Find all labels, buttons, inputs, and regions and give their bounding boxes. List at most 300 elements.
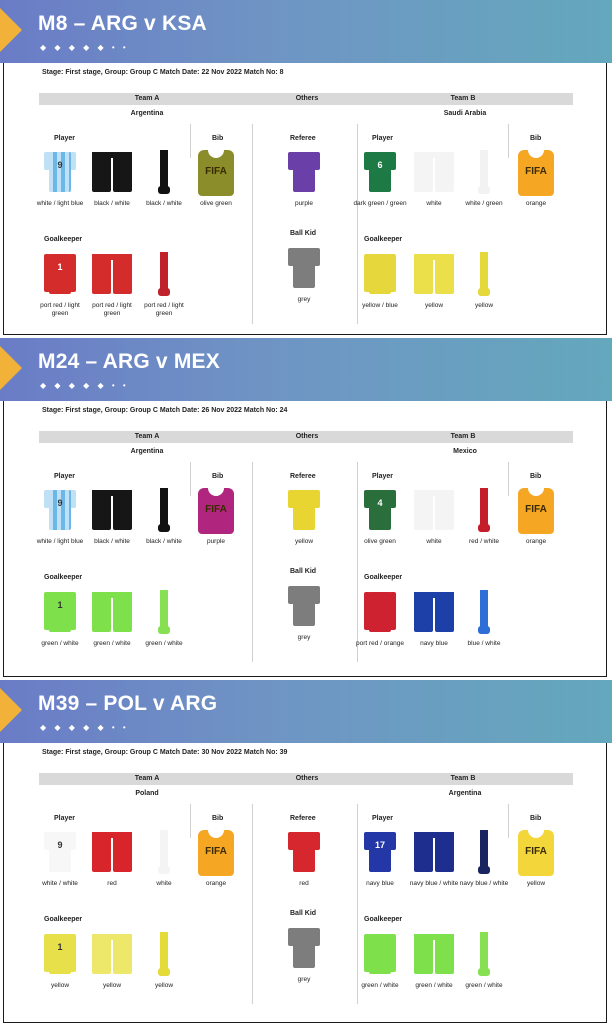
bib-neckline bbox=[528, 486, 544, 496]
team-b-goalkeeper-socks-image bbox=[456, 250, 512, 298]
shirt-body bbox=[293, 152, 315, 192]
referee-label: Referee bbox=[290, 135, 316, 142]
shorts-icon bbox=[414, 152, 454, 192]
sock-icon bbox=[158, 150, 170, 194]
match-meta: Stage: First stage, Group: Group C Match Date: 22 Nov 2022 Match No: 8 bbox=[42, 69, 284, 76]
shirt-number: 17 bbox=[374, 840, 385, 850]
team-b-player-socks-caption: white / green bbox=[465, 200, 503, 207]
team-a-player-label: Player bbox=[54, 473, 76, 480]
goalkeeper-shirt-icon bbox=[44, 252, 76, 296]
team-a-goalkeeper-socks-image bbox=[136, 250, 192, 298]
referee-shirt-icon bbox=[288, 150, 320, 194]
shirt-body bbox=[293, 832, 315, 872]
shorts-leg-right bbox=[435, 494, 454, 530]
team-b-goalkeeper-socks-caption: yellow bbox=[474, 302, 494, 309]
team-b-goalkeeper-shorts-image bbox=[406, 930, 462, 978]
shirt-body bbox=[369, 592, 391, 632]
shorts-leg-left bbox=[414, 938, 433, 974]
team-a-bib-label: Bib bbox=[212, 473, 224, 480]
team-a-goalkeeper-socks bbox=[136, 930, 192, 989]
shirt-number: 9 bbox=[57, 160, 63, 170]
ball-kid-shirt-icon bbox=[288, 926, 320, 970]
team-a-goalkeeper-label: Goalkeeper bbox=[44, 574, 83, 581]
team-a-player-shirt-image bbox=[32, 828, 88, 876]
bib-neckline bbox=[208, 148, 224, 158]
bib-neckline bbox=[528, 828, 544, 838]
team-b-player-label: Player bbox=[372, 815, 394, 822]
team-b-goalkeeper-socks-caption: green / white bbox=[465, 982, 503, 989]
bib-logo: FIFA bbox=[205, 504, 227, 515]
shorts-leg-left bbox=[414, 836, 433, 872]
team-b-player-shorts bbox=[406, 486, 462, 545]
shirt-number: 6 bbox=[377, 160, 383, 170]
team-b-bib bbox=[508, 148, 564, 207]
referee-kit bbox=[276, 148, 332, 207]
sock-foot bbox=[478, 524, 490, 532]
team-b-player-socks bbox=[456, 148, 512, 207]
chevron-icon bbox=[0, 688, 22, 732]
team-a-player-shorts-image bbox=[84, 486, 140, 534]
team-b-player-shorts-caption: navy blue / white bbox=[409, 880, 459, 887]
goalkeeper-shorts-icon bbox=[92, 592, 132, 632]
match-title: M24 – ARG v MEX bbox=[38, 350, 220, 373]
referee-kit-caption: purple bbox=[294, 200, 314, 207]
team-a-player-shorts bbox=[84, 486, 140, 545]
shorts-leg-left bbox=[414, 494, 433, 530]
team-a-goalkeeper-shirt-caption: green / white bbox=[41, 640, 79, 647]
team-b-player-shirt-caption: navy blue bbox=[366, 880, 394, 887]
team-b-goalkeeper-socks bbox=[456, 930, 512, 989]
sock-leg bbox=[480, 264, 488, 290]
team-b-goalkeeper-shorts-image bbox=[406, 250, 462, 298]
team-a-goalkeeper-shorts bbox=[84, 930, 140, 989]
team-b-goalkeeper-shirt-image bbox=[352, 250, 408, 298]
referee-label: Referee bbox=[290, 815, 316, 822]
chevron-icon bbox=[0, 8, 22, 52]
shirt-number: 9 bbox=[57, 840, 63, 850]
team-b-goalkeeper-shorts bbox=[406, 930, 462, 989]
ball-kid-kit-caption: grey bbox=[297, 976, 311, 983]
sock-icon bbox=[158, 488, 170, 532]
team-a-goalkeeper-shirt bbox=[32, 588, 88, 647]
team-a-goalkeeper-shorts-image bbox=[84, 250, 140, 298]
team-b-bib-caption: orange bbox=[525, 200, 547, 207]
team-header-bar bbox=[39, 431, 573, 443]
team-a-bib-image bbox=[188, 828, 244, 876]
goalkeeper-sock-icon bbox=[478, 252, 490, 296]
shorts-leg-left bbox=[92, 494, 111, 530]
shorts-leg-left bbox=[414, 156, 433, 192]
ball-kid-kit bbox=[276, 582, 332, 641]
team-a-bib bbox=[188, 486, 244, 545]
team-b-bib-label: Bib bbox=[530, 815, 542, 822]
goalkeeper-sock-icon bbox=[158, 590, 170, 634]
bib-logo: FIFA bbox=[205, 846, 227, 857]
goalkeeper-shorts-icon bbox=[92, 254, 132, 294]
match-title: M39 – POL v ARG bbox=[38, 692, 218, 715]
team-a-player-shirt-caption: white / white bbox=[42, 880, 78, 887]
column-divider bbox=[252, 124, 253, 324]
team-b-player-shorts-caption: white bbox=[426, 200, 442, 207]
referee-kit-image bbox=[276, 148, 332, 196]
sock-leg bbox=[160, 602, 168, 628]
referee-shirt-icon bbox=[288, 488, 320, 532]
sock-leg bbox=[480, 602, 488, 628]
team-b-bib-image bbox=[508, 828, 564, 876]
shirt-number: 1 bbox=[57, 262, 63, 272]
diamond-dots-icon: ◆ ◆ ◆ ◆ ◆ • • bbox=[40, 723, 129, 732]
shirt-body bbox=[293, 586, 315, 626]
bib-neckline bbox=[208, 486, 224, 496]
team-a-goalkeeper-socks-caption: yellow bbox=[154, 982, 174, 989]
ball-kid-kit-caption: grey bbox=[297, 296, 311, 303]
team-a-player-socks bbox=[136, 486, 192, 545]
team-a-player-label: Player bbox=[54, 815, 76, 822]
team-a-bib bbox=[188, 828, 244, 887]
team-b-player-shorts bbox=[406, 148, 462, 207]
team-a-player-socks-image bbox=[136, 486, 192, 534]
team-a-player-socks-caption: black / white bbox=[146, 200, 182, 207]
ball-kid-kit bbox=[276, 244, 332, 303]
sock-leg bbox=[160, 842, 168, 868]
team-a-goalkeeper-socks-image bbox=[136, 930, 192, 978]
team-a-goalkeeper-socks-caption: green / white bbox=[145, 640, 183, 647]
shorts-leg-left bbox=[92, 156, 111, 192]
team-b-player-shorts bbox=[406, 828, 462, 887]
shirt-body bbox=[293, 928, 315, 968]
column-divider bbox=[252, 804, 253, 1004]
team-b-goalkeeper-socks-image bbox=[456, 930, 512, 978]
shirt-number: 1 bbox=[57, 600, 63, 610]
shirt-number: 4 bbox=[377, 498, 383, 508]
team-a-player-shorts-caption: black / white bbox=[94, 538, 130, 545]
shorts-icon bbox=[414, 490, 454, 530]
team-b-goalkeeper-shirt bbox=[352, 250, 408, 309]
goalkeeper-shirt-icon bbox=[44, 932, 76, 976]
shorts-icon bbox=[92, 832, 132, 872]
sock-foot bbox=[478, 288, 490, 296]
shirt-body bbox=[293, 248, 315, 288]
shorts-icon bbox=[414, 832, 454, 872]
team-a-player-socks-caption: white bbox=[156, 880, 172, 887]
team-a-goalkeeper-shorts-caption: port red / light green bbox=[92, 302, 132, 317]
team-a-name: Argentina bbox=[130, 110, 164, 117]
goalkeeper-shorts-icon bbox=[92, 934, 132, 974]
team-b-player-label: Player bbox=[372, 473, 394, 480]
team-a-goalkeeper-shorts-image bbox=[84, 930, 140, 978]
team-a-player-shirt-image bbox=[32, 148, 88, 196]
bib-icon bbox=[518, 150, 554, 196]
team-a-player-shorts bbox=[84, 828, 140, 887]
shirt-body bbox=[49, 490, 71, 530]
team-b-player-label: Player bbox=[372, 135, 394, 142]
shirt-body bbox=[369, 152, 391, 192]
goalkeeper-shirt-icon bbox=[364, 252, 396, 296]
shorts-leg-right bbox=[435, 836, 454, 872]
team-b-name: Mexico bbox=[453, 448, 477, 455]
team-b-player-shirt-caption: dark green / green bbox=[353, 200, 407, 207]
sock-foot bbox=[158, 186, 170, 194]
shirt-body bbox=[49, 934, 71, 974]
shorts-leg-right bbox=[113, 836, 132, 872]
team-b-bib-image bbox=[508, 486, 564, 534]
team-a-goalkeeper-shorts bbox=[84, 588, 140, 647]
match-meta: Stage: First stage, Group: Group C Match Date: 30 Nov 2022 Match No: 39 bbox=[42, 749, 288, 756]
sock-icon bbox=[478, 488, 490, 532]
team-a-goalkeeper-shirt-image bbox=[32, 588, 88, 636]
team-b-name: Saudi Arabia bbox=[443, 110, 487, 117]
team-b-goalkeeper-shirt bbox=[352, 588, 408, 647]
referee-kit-image bbox=[276, 486, 332, 534]
shorts-leg-right bbox=[435, 156, 454, 192]
bib-icon bbox=[518, 488, 554, 534]
team-a-player-shirt-caption: white / light blue bbox=[36, 200, 84, 207]
team-a-goalkeeper-shirt-image bbox=[32, 930, 88, 978]
team-a-goalkeeper-socks-image bbox=[136, 588, 192, 636]
goalkeeper-shorts-icon bbox=[414, 592, 454, 632]
shirt-body bbox=[369, 832, 391, 872]
shirt-icon bbox=[44, 150, 76, 194]
shirt-icon bbox=[44, 488, 76, 532]
bib-logo: FIFA bbox=[205, 166, 227, 177]
referee-kit-caption: yellow bbox=[294, 538, 314, 545]
ball-kid-label: Ball Kid bbox=[290, 230, 317, 237]
sock-foot bbox=[478, 626, 490, 634]
shorts-leg-left bbox=[414, 596, 433, 632]
team-b-player-shirt bbox=[352, 828, 408, 887]
goalkeeper-shirt-icon bbox=[364, 932, 396, 976]
ball-kid-kit-image bbox=[276, 244, 332, 292]
team-b-player-shorts-image bbox=[406, 486, 462, 534]
team-b-goalkeeper-socks bbox=[456, 588, 512, 647]
team-a-goalkeeper-label: Goalkeeper bbox=[44, 916, 83, 923]
team-b-player-shirt-image bbox=[352, 148, 408, 196]
diamond-dots-icon: ◆ ◆ ◆ ◆ ◆ • • bbox=[40, 381, 129, 390]
team-header-bar bbox=[39, 93, 573, 105]
ball-kid-shirt-icon bbox=[288, 584, 320, 628]
team-b-player-socks bbox=[456, 828, 512, 887]
team-a-bib-caption: olive green bbox=[200, 200, 232, 207]
goalkeeper-shorts-icon bbox=[414, 934, 454, 974]
referee-kit bbox=[276, 486, 332, 545]
others-header: Others bbox=[295, 433, 319, 440]
bib-icon bbox=[198, 150, 234, 196]
team-b-goalkeeper-shirt bbox=[352, 930, 408, 989]
shirt-body bbox=[369, 934, 391, 974]
shorts-leg-right bbox=[113, 938, 132, 974]
team-b-bib bbox=[508, 486, 564, 545]
match-title: M8 – ARG v KSA bbox=[38, 12, 207, 35]
referee-kit bbox=[276, 828, 332, 887]
referee-kit-image bbox=[276, 828, 332, 876]
team-b-bib-label: Bib bbox=[530, 473, 542, 480]
match-header bbox=[0, 680, 612, 743]
team-a-bib-caption: purple bbox=[206, 538, 226, 545]
shirt-body bbox=[369, 254, 391, 294]
team-a-player-socks bbox=[136, 828, 192, 887]
sock-leg bbox=[160, 500, 168, 526]
match-panel bbox=[0, 0, 612, 336]
ball-kid-kit-image bbox=[276, 924, 332, 972]
sock-foot bbox=[158, 524, 170, 532]
shorts-icon bbox=[92, 152, 132, 192]
referee-shirt-icon bbox=[288, 830, 320, 874]
team-b-goalkeeper-socks-caption: blue / white bbox=[467, 640, 501, 647]
team-a-player-socks-caption: black / white bbox=[146, 538, 182, 545]
sock-foot bbox=[478, 866, 490, 874]
team-b-player-socks bbox=[456, 486, 512, 545]
shorts-leg-left bbox=[92, 258, 111, 294]
team-b-bib-image bbox=[508, 148, 564, 196]
team-b-player-shirt-image bbox=[352, 486, 408, 534]
match-meta: Stage: First stage, Group: Group C Match Date: 26 Nov 2022 Match No: 24 bbox=[42, 407, 288, 414]
ball-kid-kit bbox=[276, 924, 332, 983]
shorts-leg-left bbox=[92, 836, 111, 872]
shirt-body bbox=[369, 490, 391, 530]
team-b-goalkeeper-shirt-caption: port red / orange bbox=[355, 640, 405, 647]
team-b-header: Team B bbox=[450, 775, 476, 782]
team-a-player-shorts-image bbox=[84, 148, 140, 196]
team-a-goalkeeper-shirt bbox=[32, 930, 88, 989]
goalkeeper-shirt-icon bbox=[44, 590, 76, 634]
chevron-icon bbox=[0, 346, 22, 390]
match-header bbox=[0, 0, 612, 63]
team-b-goalkeeper-shorts bbox=[406, 250, 462, 309]
team-a-goalkeeper-socks bbox=[136, 588, 192, 647]
team-a-player-socks bbox=[136, 148, 192, 207]
team-a-bib-image bbox=[188, 486, 244, 534]
bib-logo: FIFA bbox=[525, 504, 547, 515]
team-b-player-shorts-caption: white bbox=[426, 538, 442, 545]
sock-leg bbox=[160, 162, 168, 188]
shirt-body bbox=[49, 254, 71, 294]
sock-leg bbox=[160, 944, 168, 970]
team-a-name: Argentina bbox=[130, 448, 164, 455]
shirt-number: 1 bbox=[57, 942, 63, 952]
team-a-goalkeeper-shirt bbox=[32, 250, 88, 317]
team-b-player-shirt bbox=[352, 486, 408, 545]
goalkeeper-sock-icon bbox=[478, 590, 490, 634]
sock-leg bbox=[480, 842, 488, 868]
team-a-player-shirt bbox=[32, 828, 88, 887]
team-b-header: Team B bbox=[450, 95, 476, 102]
shorts-leg-left bbox=[92, 938, 111, 974]
shorts-leg-right bbox=[435, 258, 454, 294]
sock-icon bbox=[478, 830, 490, 874]
bib-logo: FIFA bbox=[525, 846, 547, 857]
team-a-header: Team A bbox=[134, 95, 160, 102]
team-a-player-shirt-caption: white / light blue bbox=[36, 538, 84, 545]
match-panel bbox=[0, 338, 612, 678]
team-a-goalkeeper-shorts-caption: yellow bbox=[102, 982, 122, 989]
team-a-goalkeeper-shirt-caption: yellow bbox=[50, 982, 70, 989]
team-b-player-shirt-image bbox=[352, 828, 408, 876]
team-b-bib-label: Bib bbox=[530, 135, 542, 142]
team-b-goalkeeper-shirt-caption: green / white bbox=[361, 982, 399, 989]
team-a-player-shorts-image bbox=[84, 828, 140, 876]
team-a-header: Team A bbox=[134, 775, 160, 782]
team-b-goalkeeper-shorts-caption: green / white bbox=[415, 982, 453, 989]
shirt-body bbox=[49, 152, 71, 192]
sock-foot bbox=[158, 866, 170, 874]
team-a-goalkeeper-socks bbox=[136, 250, 192, 317]
shirt-body bbox=[49, 832, 71, 872]
sock-foot bbox=[158, 288, 170, 296]
sock-foot bbox=[158, 626, 170, 634]
team-a-header: Team A bbox=[134, 433, 160, 440]
ball-kid-kit-caption: grey bbox=[297, 634, 311, 641]
team-a-player-shirt-image bbox=[32, 486, 88, 534]
team-a-player-label: Player bbox=[54, 135, 76, 142]
bib-logo: FIFA bbox=[525, 166, 547, 177]
goalkeeper-sock-icon bbox=[158, 252, 170, 296]
team-b-player-socks-image bbox=[456, 828, 512, 876]
team-b-bib bbox=[508, 828, 564, 887]
team-a-player-shirt bbox=[32, 486, 88, 545]
sock-leg bbox=[480, 944, 488, 970]
team-b-goalkeeper-label: Goalkeeper bbox=[364, 574, 403, 581]
shirt-icon bbox=[44, 830, 76, 874]
team-a-bib bbox=[188, 148, 244, 207]
ball-kid-kit-image bbox=[276, 582, 332, 630]
team-b-player-socks-image bbox=[456, 486, 512, 534]
sock-icon bbox=[478, 150, 490, 194]
bib-icon bbox=[518, 830, 554, 876]
team-a-player-shirt bbox=[32, 148, 88, 207]
goalkeeper-sock-icon bbox=[478, 932, 490, 976]
sock-leg bbox=[480, 500, 488, 526]
shirt-icon bbox=[364, 488, 396, 532]
team-a-player-socks-image bbox=[136, 148, 192, 196]
shirt-icon bbox=[364, 150, 396, 194]
team-a-bib-caption: orange bbox=[205, 880, 227, 887]
team-b-goalkeeper-shorts-image bbox=[406, 588, 462, 636]
team-b-player-socks-caption: navy blue / white bbox=[459, 880, 509, 887]
goalkeeper-sock-icon bbox=[158, 932, 170, 976]
team-b-player-socks-caption: red / white bbox=[469, 538, 499, 545]
sock-foot bbox=[478, 186, 490, 194]
bib-icon bbox=[198, 830, 234, 876]
team-a-player-shorts-caption: black / white bbox=[94, 200, 130, 207]
sock-leg bbox=[160, 264, 168, 290]
referee-label: Referee bbox=[290, 473, 316, 480]
team-b-player-shorts-image bbox=[406, 828, 462, 876]
ball-kid-shirt-icon bbox=[288, 246, 320, 290]
shorts-leg-right bbox=[435, 938, 454, 974]
others-header: Others bbox=[295, 775, 319, 782]
team-b-player-shorts-image bbox=[406, 148, 462, 196]
team-b-goalkeeper-socks bbox=[456, 250, 512, 309]
team-a-goalkeeper-shirt-image bbox=[32, 250, 88, 298]
team-a-player-shorts-caption: red bbox=[107, 880, 117, 887]
shorts-leg-right bbox=[113, 494, 132, 530]
bib-neckline bbox=[528, 148, 544, 158]
bib-icon bbox=[198, 488, 234, 534]
team-a-goalkeeper-socks-caption: port red / light green bbox=[144, 302, 184, 317]
team-a-bib-label: Bib bbox=[212, 135, 224, 142]
team-b-bib-caption: orange bbox=[525, 538, 547, 545]
match-panel bbox=[0, 680, 612, 1024]
shorts-leg-right bbox=[113, 258, 132, 294]
bib-neckline bbox=[208, 828, 224, 838]
sock-icon bbox=[158, 830, 170, 874]
sock-foot bbox=[158, 968, 170, 976]
shirt-body bbox=[293, 490, 315, 530]
team-b-goalkeeper-shorts-caption: yellow bbox=[424, 302, 444, 309]
shirt-number: 9 bbox=[57, 498, 63, 508]
team-b-player-shirt-caption: olive green bbox=[364, 538, 396, 545]
team-b-player-socks-image bbox=[456, 148, 512, 196]
